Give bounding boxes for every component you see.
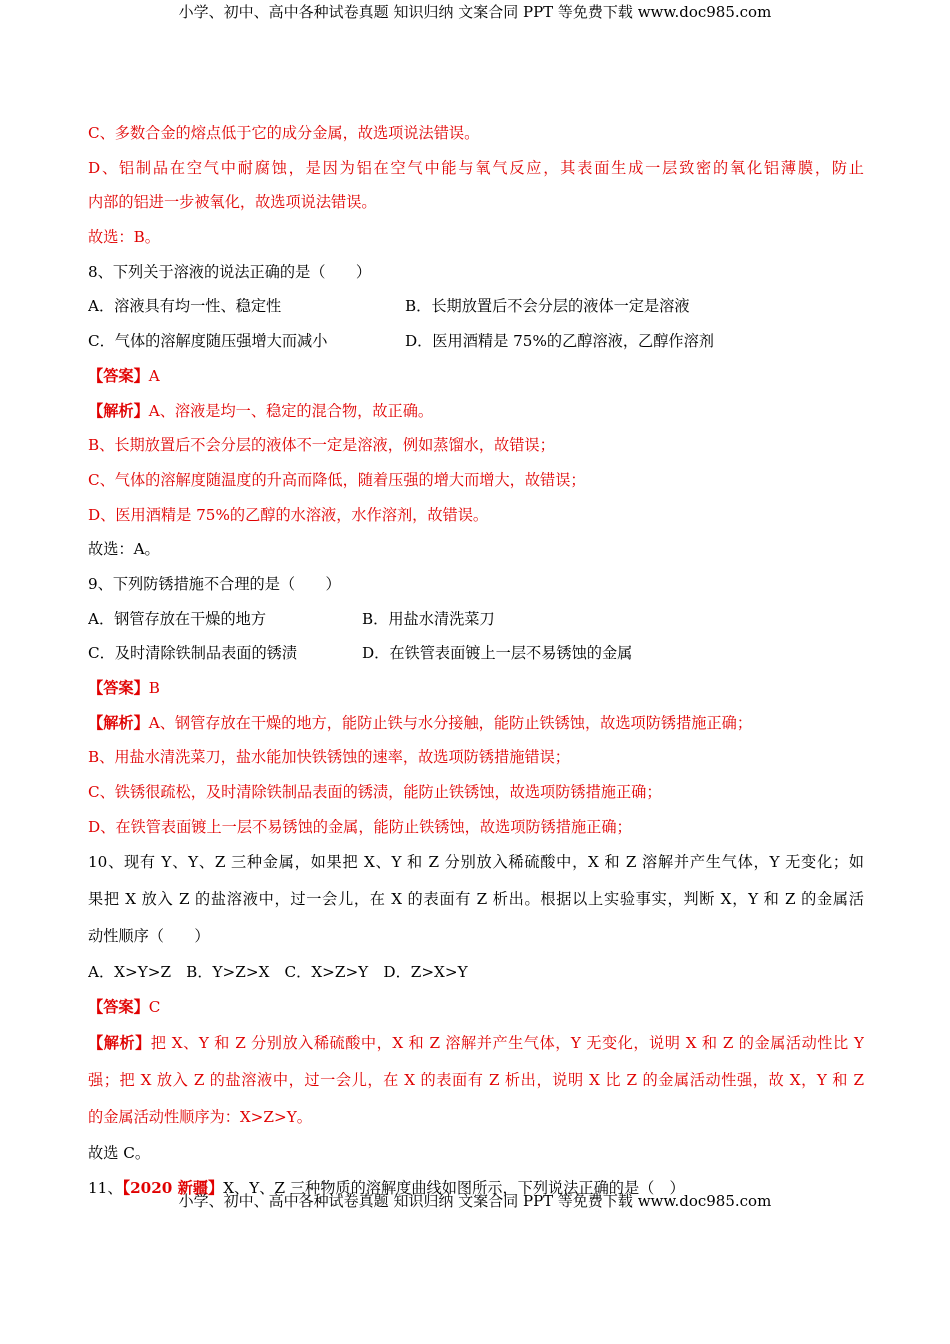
q10-options: A．X>Y>Z B．Y>Z>X C．X>Z>Y D．Z>X>Y xyxy=(88,963,468,982)
q8-stem: 8、下列关于溶液的说法正确的是（ ） xyxy=(88,262,372,281)
q8-analysis-c: C、气体的溶解度随温度的升高而降低，随着压强的增大而增大，故错误； xyxy=(88,470,586,489)
q9-answer-label: 【答案】 xyxy=(88,679,149,697)
q10-analysis-line3: 的金属活动性顺序为：X>Z>Y。 xyxy=(88,1107,312,1126)
q10-analysis-line2: 强；把 X 放入 Z 的盐溶液中，过一会儿，在 X 的表面有 Z 析出，说明 X 比 Z 的金属活动性强，故 X，Y 和 Z xyxy=(88,1070,864,1089)
q8-analysis-b: B、长期放置后不会分层的液体不一定是溶液，例如蒸馏水，故错误； xyxy=(88,436,555,455)
q9-option-a: A．钢管存放在干燥的地方 xyxy=(88,609,267,628)
q8-option-d: D．医用酒精是 75%的乙醇溶液，乙醇作溶剂 xyxy=(405,332,714,351)
q8-option-a: A．溶液具有均一性、稳定性 xyxy=(88,297,282,316)
q8-option-b: B．长期放置后不会分层的液体一定是溶液 xyxy=(405,297,690,316)
q8-answer xyxy=(88,359,864,394)
q8-analysis-d: D、医用酒精是 75%的乙醇的水溶液，水作溶剂，故错误。 xyxy=(88,505,489,524)
q8-answer-label: 【答案】 xyxy=(88,366,149,385)
q9-analysis-label: 【解析】 xyxy=(88,713,149,732)
q8-option-c: C．气体的溶解度随压强增大而减小 xyxy=(88,332,328,351)
q9-analysis-a-text: A、钢管存放在干燥的地方，能防止铁与水分接触，能防止铁锈蚀，故选项防锈措施正确； xyxy=(148,713,753,732)
q9-answer-value: B xyxy=(148,679,160,697)
q9-option-d: D．在铁管表面镀上一层不易锈蚀的金属 xyxy=(362,644,633,663)
q11-stem-text: X、Y、Z 三种物质的溶解度曲线如图所示，下列说法正确的是（ ） xyxy=(223,1178,685,1197)
q7-analysis-c: C、多数合金的熔点低于它的成分金属，故选项说法错误。 xyxy=(88,124,480,142)
q10-analysis-label: 【解析】 xyxy=(88,1033,151,1052)
q9-options-row1 xyxy=(88,602,864,637)
q7-analysis-d-line1: D、铝制品在空气中耐腐蚀，是因为铝在空气中能与氧气反应，其表面生成一层致密的氧化铝薄膜，防止 xyxy=(88,158,864,177)
q10-analysis-line1 xyxy=(88,1025,864,1062)
q9-analysis-a xyxy=(88,706,864,741)
page-footer-banner: 小学、初中、高中各种试卷真题 知识归纳 文案合同 PPT 等免费下载 www.doc985.com xyxy=(178,1192,772,1210)
q8-choice: 故选：A。 xyxy=(88,540,160,559)
q8-analysis-a-text: A、溶液是均一、稳定的混合物，故正确。 xyxy=(148,401,434,420)
q10-answer-label: 【答案】 xyxy=(88,998,149,1017)
q8-options-row1 xyxy=(88,289,864,324)
q8-answer-value: A xyxy=(148,366,160,385)
q8-analysis-label: 【解析】 xyxy=(88,401,149,420)
q10-choice: 故选 C。 xyxy=(88,1143,151,1162)
q9-option-b: B．用盐水清洗菜刀 xyxy=(362,609,495,628)
page-header-banner: 小学、初中、高中各种试卷真题 知识归纳 文案合同 PPT 等免费下载 www.doc985.com xyxy=(178,3,772,21)
q10-stem-line3: 动性顺序（ ） xyxy=(88,927,210,946)
q10-stem-line2: 果把 X 放入 Z 的盐溶液中，过一会儿，在 X 的表面有 Z 析出。根据以上实验事实，判断 X，Y 和 Z 的金属活 xyxy=(88,890,864,909)
q10-analysis-line1-text: 把 X、Y 和 Z 分别放入稀硫酸中，X 和 Z 溶解并产生气体，Y 无变化，说明 X 和 Z 的金属活动性比 Y xyxy=(150,1033,864,1052)
q7-choice: 故选：B。 xyxy=(88,228,160,247)
q9-analysis-b: B、用盐水清洗菜刀，盐水能加快铁锈蚀的速率，故选项防锈措施错误； xyxy=(88,748,570,767)
q9-analysis-c: C、铁锈很疏松，及时清除铁制品表面的锈渍，能防止铁锈蚀，故选项防锈措施正确； xyxy=(88,783,662,802)
q11-number: 11、 xyxy=(88,1178,123,1197)
document-body xyxy=(88,116,864,1205)
q8-analysis-a xyxy=(88,394,864,429)
q9-answer xyxy=(88,671,864,706)
q10-stem-line1: 10、现有 Y、Y、Z 三种金属，如果把 X、Y 和 Z 分别放入稀硫酸中，X 和 Z 溶解并产生气体，Y 无变化；如 xyxy=(88,853,864,872)
q10-answer xyxy=(88,990,864,1025)
q9-option-c: C．及时清除铁制品表面的锈渍 xyxy=(88,644,298,663)
q9-stem: 9、下列防锈措施不合理的是（ ） xyxy=(88,574,341,593)
q11-source: 【2020 新疆】 xyxy=(122,1178,224,1197)
q9-analysis-d: D、在铁管表面镀上一层不易锈蚀的金属，能防止铁锈蚀，故选项防锈措施正确； xyxy=(88,817,632,836)
q8-options-row2 xyxy=(88,324,864,359)
q10-answer-value: C xyxy=(148,998,161,1017)
q9-options-row2 xyxy=(88,636,864,671)
q7-analysis-d-line2: 内部的铝进一步被氧化，故选项说法错误。 xyxy=(88,193,377,212)
